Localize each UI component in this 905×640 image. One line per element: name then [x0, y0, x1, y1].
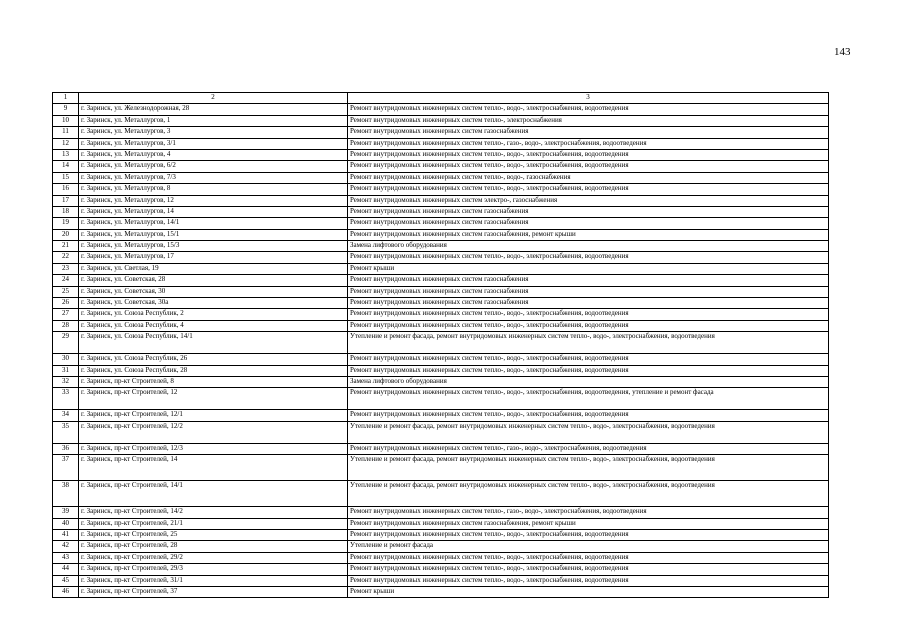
work-description-cell: Замена лифтового оборудования: [348, 241, 829, 252]
row-number-cell: 28: [53, 320, 79, 331]
table-row: [53, 388, 829, 410]
work-description-cell: Ремонт внутридомовых инженерных систем тепло-, водо-, электроснабжения, водоотведения: [348, 529, 829, 540]
address-cell: г. Заринск, ул. Металлургов, 6/2: [79, 161, 348, 172]
address-cell: г. Заринск, пр-кт Строителей, 14/1: [79, 481, 348, 507]
row-number-cell: 43: [53, 552, 79, 563]
row-number-cell: 39: [53, 507, 79, 518]
table-row: [53, 241, 829, 252]
row-number-cell: 36: [53, 443, 79, 454]
work-description-cell: Ремонт внутридомовых инженерных систем тепло-, водо-, электроснабжения, водоотведения: [348, 184, 829, 195]
works-table: [52, 92, 829, 598]
table-row: [53, 309, 829, 320]
work-description-cell: Ремонт крыши: [348, 263, 829, 274]
address-cell: г. Заринск, ул. Союза Республик, 2: [79, 309, 348, 320]
work-description-cell: Утепление и ремонт фасада, ремонт внутридомовых инженерных систем тепло-, водо-, электроснабжения, водоотведения: [348, 421, 829, 443]
address-cell: г. Заринск, ул. Металлургов, 12: [79, 195, 348, 206]
work-description-cell: Ремонт внутридомовых инженерных систем тепло-, водо-, электроснабжения, водоотведения, утепление и ремонт фасада: [348, 388, 829, 410]
work-description-cell: Утепление и ремонт фасада, ремонт внутридомовых инженерных систем тепло-, водо-, электроснабжения, водоотведения: [348, 332, 829, 354]
row-number-cell: 13: [53, 149, 79, 160]
row-number-cell: 32: [53, 376, 79, 387]
work-description-cell: Ремонт внутридомовых инженерных систем тепло-, водо-, электроснабжения, водоотведения: [348, 149, 829, 160]
table-row: [53, 298, 829, 309]
address-cell: г. Заринск, ул. Советская, 30а: [79, 298, 348, 309]
work-description-cell: Ремонт внутридомовых инженерных систем тепло-, водо-, электроснабжения, водоотведения: [348, 575, 829, 586]
row-number-cell: 11: [53, 127, 79, 138]
table-row: [53, 115, 829, 126]
row-number-cell: 35: [53, 421, 79, 443]
table-row: [53, 332, 829, 354]
column-header-address: 2: [79, 93, 348, 104]
work-description-cell: Ремонт внутридомовых инженерных систем тепло-, газо-, водо-, электроснабжения, водоотведения: [348, 507, 829, 518]
table-row: [53, 541, 829, 552]
row-number-cell: 17: [53, 195, 79, 206]
work-description-cell: Ремонт внутридомовых инженерных систем электро-, газоснабжения: [348, 195, 829, 206]
work-description-cell: Ремонт внутридомовых инженерных систем тепло-, водо-, электроснабжения, водоотведения: [348, 552, 829, 563]
address-cell: г. Заринск, ул. Металлургов, 8: [79, 184, 348, 195]
address-cell: г. Заринск, ул. Союза Республик, 26: [79, 354, 348, 365]
row-number-cell: 19: [53, 218, 79, 229]
address-cell: г. Заринск, ул. Союза Республик, 14/1: [79, 332, 348, 354]
address-cell: г. Заринск, пр-кт Строителей, 21/1: [79, 518, 348, 529]
row-number-cell: 18: [53, 206, 79, 217]
address-cell: г. Заринск, пр-кт Строителей, 31/1: [79, 575, 348, 586]
address-cell: г. Заринск, пр-кт Строителей, 14/2: [79, 507, 348, 518]
address-cell: г. Заринск, пр-кт Строителей, 12/1: [79, 410, 348, 421]
row-number-cell: 30: [53, 354, 79, 365]
address-cell: г. Заринск, ул. Союза Республик, 4: [79, 320, 348, 331]
row-number-cell: 38: [53, 481, 79, 507]
table-row: [53, 275, 829, 286]
table-row: [53, 586, 829, 597]
address-cell: г. Заринск, ул. Металлургов, 14: [79, 206, 348, 217]
row-number-cell: 41: [53, 529, 79, 540]
row-number-cell: 12: [53, 138, 79, 149]
work-description-cell: Ремонт внутридомовых инженерных систем тепло-, водо-, электроснабжения, водоотведения: [348, 104, 829, 115]
row-number-cell: 25: [53, 286, 79, 297]
work-description-cell: Ремонт внутридомовых инженерных систем газоснабжения: [348, 206, 829, 217]
row-number-cell: 9: [53, 104, 79, 115]
work-description-cell: Утепление и ремонт фасада: [348, 541, 829, 552]
address-cell: г. Заринск, ул. Металлургов, 3: [79, 127, 348, 138]
row-number-cell: 22: [53, 252, 79, 263]
row-number-cell: 27: [53, 309, 79, 320]
table-row: [53, 376, 829, 387]
table-row: [53, 529, 829, 540]
table-row: [53, 184, 829, 195]
address-cell: г. Заринск, пр-кт Строителей, 37: [79, 586, 348, 597]
work-description-cell: Ремонт внутридомовых инженерных систем газоснабжения: [348, 127, 829, 138]
table-row: [53, 161, 829, 172]
work-description-cell: Ремонт внутридомовых инженерных систем газоснабжения, ремонт крыши: [348, 229, 829, 240]
header-row: [53, 93, 829, 104]
row-number-cell: 14: [53, 161, 79, 172]
work-description-cell: Ремонт внутридомовых инженерных систем тепло-, газо-, водо-, электроснабжения, водоотведения: [348, 138, 829, 149]
work-description-cell: Ремонт внутридомовых инженерных систем тепло-, водо-, электроснабжения, водоотведения: [348, 161, 829, 172]
work-description-cell: Ремонт внутридомовых инженерных систем тепло-, электроснабжения: [348, 115, 829, 126]
address-cell: г. Заринск, пр-кт Строителей, 29/2: [79, 552, 348, 563]
address-cell: г. Заринск, ул. Союза Республик, 28: [79, 365, 348, 376]
address-cell: г. Заринск, ул. Металлургов, 1: [79, 115, 348, 126]
table-row: [53, 518, 829, 529]
work-description-cell: Ремонт внутридомовых инженерных систем газоснабжения: [348, 275, 829, 286]
table-row: [53, 229, 829, 240]
work-description-cell: Ремонт внутридомовых инженерных систем тепло-, газо-, водо-, электроснабжения, водоотведения: [348, 443, 829, 454]
address-cell: г. Заринск, пр-кт Строителей, 8: [79, 376, 348, 387]
table-row: [53, 286, 829, 297]
work-description-cell: Ремонт внутридомовых инженерных систем тепло-, водо-, электроснабжения, водоотведения: [348, 365, 829, 376]
address-cell: г. Заринск, ул. Металлургов, 14/1: [79, 218, 348, 229]
row-number-cell: 33: [53, 388, 79, 410]
address-cell: г. Заринск, ул. Металлургов, 17: [79, 252, 348, 263]
table-row: [53, 455, 829, 481]
row-number-cell: 26: [53, 298, 79, 309]
work-description-cell: Ремонт внутридомовых инженерных систем тепло-, водо-, электроснабжения, водоотведения: [348, 564, 829, 575]
row-number-cell: 10: [53, 115, 79, 126]
work-description-cell: Ремонт внутридомовых инженерных систем газоснабжения: [348, 298, 829, 309]
address-cell: г. Заринск, пр-кт Строителей, 25: [79, 529, 348, 540]
row-number-cell: 21: [53, 241, 79, 252]
table-row: [53, 564, 829, 575]
row-number-cell: 29: [53, 332, 79, 354]
address-cell: г. Заринск, ул. Металлургов, 15/1: [79, 229, 348, 240]
table-body: [53, 104, 829, 598]
table-row: [53, 195, 829, 206]
row-number-cell: 44: [53, 564, 79, 575]
table-row: [53, 104, 829, 115]
address-cell: г. Заринск, ул. Советская, 28: [79, 275, 348, 286]
address-cell: г. Заринск, пр-кт Строителей, 12/2: [79, 421, 348, 443]
table-row: [53, 320, 829, 331]
row-number-cell: 16: [53, 184, 79, 195]
work-description-cell: Замена лифтового оборудования: [348, 376, 829, 387]
table-row: [53, 172, 829, 183]
table-row: [53, 354, 829, 365]
page-number: 143: [834, 46, 851, 58]
table-row: [53, 443, 829, 454]
work-description-cell: Ремонт внутридомовых инженерных систем газоснабжения, ремонт крыши: [348, 518, 829, 529]
row-number-cell: 40: [53, 518, 79, 529]
table-row: [53, 552, 829, 563]
row-number-cell: 31: [53, 365, 79, 376]
address-cell: г. Заринск, ул. Светлая, 19: [79, 263, 348, 274]
column-header-number: 1: [53, 93, 79, 104]
table-row: [53, 138, 829, 149]
table-row: [53, 218, 829, 229]
table-row: [53, 127, 829, 138]
work-description-cell: Ремонт внутридомовых инженерных систем тепло-, водо-, электроснабжения, водоотведения: [348, 410, 829, 421]
table-row: [53, 365, 829, 376]
table-row: [53, 252, 829, 263]
address-cell: г. Заринск, пр-кт Строителей, 12/3: [79, 443, 348, 454]
work-description-cell: Ремонт внутридомовых инженерных систем тепло-, водо-, электроснабжения, водоотведения: [348, 354, 829, 365]
row-number-cell: 37: [53, 455, 79, 481]
address-cell: г. Заринск, ул. Железнодорожная, 28: [79, 104, 348, 115]
row-number-cell: 42: [53, 541, 79, 552]
table-row: [53, 481, 829, 507]
address-cell: г. Заринск, ул. Металлургов, 15/3: [79, 241, 348, 252]
row-number-cell: 24: [53, 275, 79, 286]
row-number-cell: 34: [53, 410, 79, 421]
address-cell: г. Заринск, пр-кт Строителей, 29/3: [79, 564, 348, 575]
address-cell: г. Заринск, пр-кт Строителей, 14: [79, 455, 348, 481]
work-description-cell: Ремонт внутридомовых инженерных систем газоснабжения: [348, 218, 829, 229]
row-number-cell: 20: [53, 229, 79, 240]
address-cell: г. Заринск, пр-кт Строителей, 12: [79, 388, 348, 410]
address-cell: г. Заринск, пр-кт Строителей, 28: [79, 541, 348, 552]
work-description-cell: Ремонт внутридомовых инженерных систем газоснабжения: [348, 286, 829, 297]
table-row: [53, 263, 829, 274]
table-row: [53, 421, 829, 443]
work-description-cell: Утепление и ремонт фасада, ремонт внутридомовых инженерных систем тепло-, водо-, электроснабжения, водоотведения: [348, 481, 829, 507]
table-row: [53, 575, 829, 586]
work-description-cell: Ремонт внутридомовых инженерных систем тепло-, водо-, электроснабжения, водоотведения: [348, 309, 829, 320]
column-header-work: 3: [348, 93, 829, 104]
row-number-cell: 15: [53, 172, 79, 183]
work-description-cell: Ремонт крыши: [348, 586, 829, 597]
table-row: [53, 149, 829, 160]
work-description-cell: Утепление и ремонт фасада, ремонт внутридомовых инженерных систем тепло-, водо-, электроснабжения, водоотведения: [348, 455, 829, 481]
work-description-cell: Ремонт внутридомовых инженерных систем тепло-, водо-, газоснабжения: [348, 172, 829, 183]
address-cell: г. Заринск, ул. Металлургов, 4: [79, 149, 348, 160]
address-cell: г. Заринск, ул. Металлургов, 7/3: [79, 172, 348, 183]
table-row: [53, 507, 829, 518]
address-cell: г. Заринск, ул. Советская, 30: [79, 286, 348, 297]
table-row: [53, 206, 829, 217]
row-number-cell: 23: [53, 263, 79, 274]
work-description-cell: Ремонт внутридомовых инженерных систем тепло-, водо-, электроснабжения, водоотведения: [348, 320, 829, 331]
address-cell: г. Заринск, ул. Металлургов, 3/1: [79, 138, 348, 149]
row-number-cell: 46: [53, 586, 79, 597]
row-number-cell: 45: [53, 575, 79, 586]
table-row: [53, 410, 829, 421]
work-description-cell: Ремонт внутридомовых инженерных систем тепло-, водо-, электроснабжения, водоотведения: [348, 252, 829, 263]
